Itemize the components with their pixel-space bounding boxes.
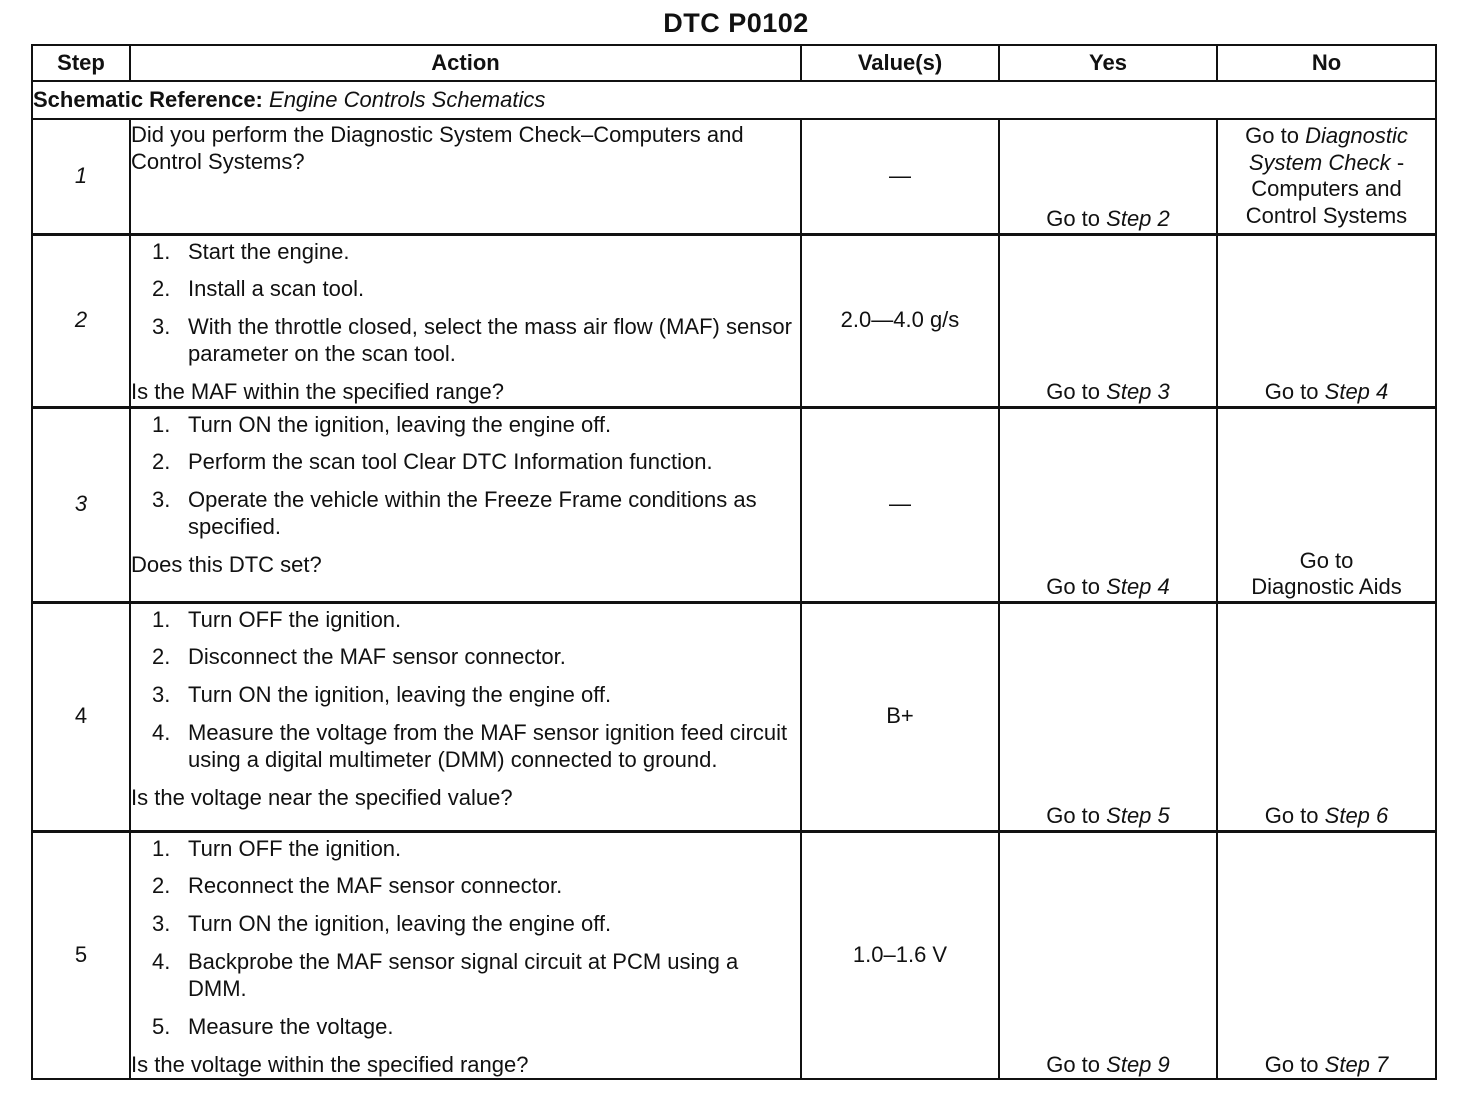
step-number: 5 [32,831,130,1079]
yes-cell [999,407,1217,602]
no-cell [1217,831,1436,1079]
goto-label: Go to [1245,123,1299,149]
no-diagnostic-aids-link[interactable]: Diagnostic Aids [1251,574,1402,600]
schematic-reference [32,81,1436,119]
procedure-item: 2. Perform the scan tool Clear DTC Information function. [152,449,713,475]
procedure-item: 4. Measure the voltage from the MAF sensor ignition feed circuit using a digital multimeter (DMM) connected to ground. [152,720,788,772]
schematic-reference-value: Engine Controls Schematics [269,86,546,112]
diagnostic-table [31,44,1437,1080]
header-yes: Yes [999,45,1217,81]
header-row [32,45,1436,81]
value-cell: 1.0–1.6 V [801,831,999,1079]
yes-step-link[interactable]: Step 2 [1106,205,1170,231]
action-cell [130,119,801,234]
no-cell [1217,407,1436,602]
value-cell: — [801,407,999,602]
procedure-item: 3. Operate the vehicle within the Freeze Frame conditions as specified. [152,487,757,540]
no-cell [1217,602,1436,831]
procedure-item: 3. With the throttle closed, select the mass air flow (MAF) sensor parameter on the scan tool. [152,314,792,366]
yes-step-link[interactable]: Step 5 [1106,802,1170,828]
header-values: Value(s) [801,45,999,81]
no-step-link[interactable]: Step 4 [1324,378,1389,404]
yes-step-link[interactable]: Step 4 [1106,573,1170,599]
procedure-item: 4. Backprobe the MAF sensor signal circuit at PCM using a DMM. [152,949,739,1001]
no-cell [1217,119,1436,234]
yes-cell [999,234,1217,407]
action-cell [130,831,801,1079]
schematic-reference-label: Schematic Reference: [33,86,263,112]
table-row [32,234,1436,407]
header-no: No [1217,45,1436,81]
yes-step-link[interactable]: Step 9 [1106,1051,1170,1077]
table-row [32,831,1436,1079]
procedure-list [131,836,800,1041]
procedure-item: 3. Turn ON the ignition, leaving the engine off. [152,682,612,708]
action-cell [130,602,801,831]
goto-label: Go to [1264,378,1319,404]
procedure-item: 2. Install a scan tool. [152,276,365,302]
action-question: Is the voltage within the specified range? [131,1051,529,1077]
value-cell: — [801,119,999,234]
procedure-item: 2. Disconnect the MAF sensor connector. [152,644,566,670]
procedure-item: 1. Turn OFF the ignition. [152,606,402,632]
yes-cell [999,602,1217,831]
action-cell [130,407,801,602]
yes-cell [999,831,1217,1079]
value-cell: 2.0—4.0 g/s [801,234,999,407]
header-action: Action [130,45,801,81]
yes-step-link[interactable]: Step 3 [1106,378,1170,404]
procedure-item: 2. Reconnect the MAF sensor connector. [152,873,563,899]
step-number: 3 [32,407,130,602]
table-row [32,407,1436,602]
schematic-reference-row [32,81,1436,119]
action-question: Does this DTC set? [131,551,322,577]
procedure-item: 3. Turn ON the ignition, leaving the engine off. [152,911,612,937]
step-number: 4 [32,602,130,831]
goto-label: Go to [1264,802,1319,828]
goto-label: Go to [1264,1051,1319,1077]
action-question: Is the MAF within the specified range? [131,378,504,404]
no-ref-rest: - Computers and Control Systems [1245,149,1408,228]
procedure-list [131,239,800,368]
procedure-item: 1. Start the engine. [152,238,350,264]
goto-label: Go to [1046,378,1101,404]
procedure-item: 1. Turn ON the ignition, leaving the engine off. [152,411,612,437]
no-diagnostic-check-link[interactable]: Diagnostic System Check [1248,123,1408,175]
action-question: Did you perform the Diagnostic System Check–Computers and Control Systems? [131,122,744,174]
action-question: Is the voltage near the specified value? [131,784,513,810]
goto-label: Go to [1046,1051,1101,1077]
value-cell: B+ [801,602,999,831]
no-cell [1217,234,1436,407]
procedure-item: 5. Measure the voltage. [152,1013,394,1039]
yes-cell [999,119,1217,234]
step-number: 2 [32,234,130,407]
table-row [32,119,1436,234]
table-row [32,602,1436,831]
goto-label: Go to [1046,205,1101,231]
page-title: DTC P0102 [663,8,809,38]
header-step: Step [32,45,130,81]
no-step-link[interactable]: Step 6 [1324,802,1389,828]
procedure-list [131,607,800,774]
goto-label: Go to [1046,802,1101,828]
procedure-list [131,412,800,541]
action-cell [130,234,801,407]
goto-label: Go to [1046,573,1101,599]
procedure-item: 1. Turn OFF the ignition. [152,835,402,861]
no-step-link[interactable]: Step 7 [1324,1051,1389,1077]
goto-label: Go to [1299,547,1354,573]
step-number: 1 [32,119,130,234]
